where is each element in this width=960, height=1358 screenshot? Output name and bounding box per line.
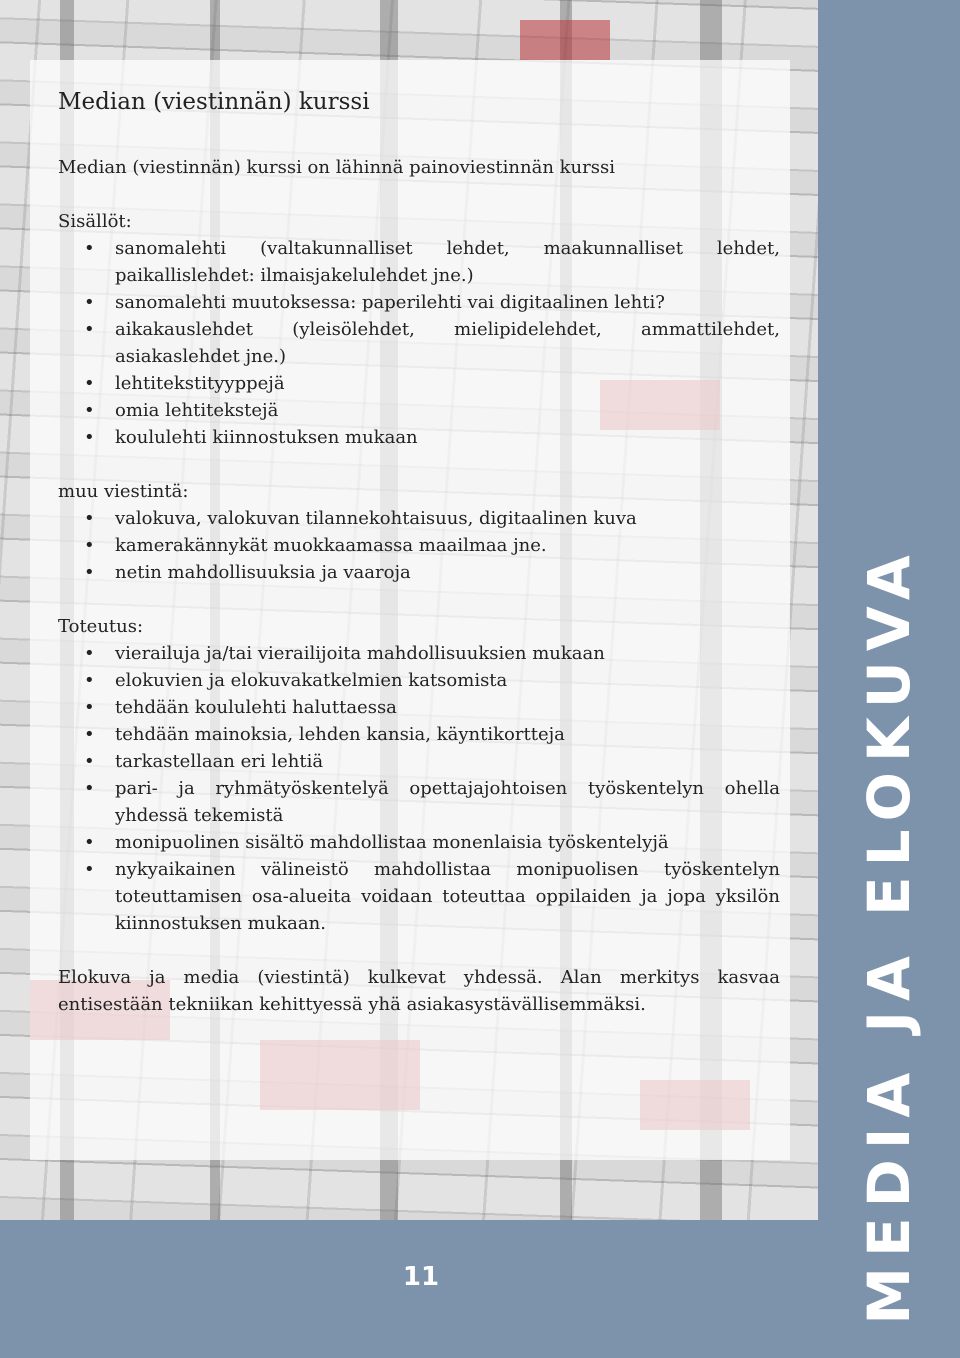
list-item: • sanomalehti muutoksessa: paperilehti vai digitaalinen lehti?	[58, 289, 780, 316]
list-item: • valokuva, valokuvan tilannekohtaisuus, digitaalinen kuva	[58, 505, 780, 532]
list-item: • pari- ja ryhmätyöskentelyä opettajajohtoisen työskentelyn ohella yhdessä tekemistä	[58, 775, 780, 829]
list-item: • tarkastellaan eri lehtiä	[58, 748, 780, 775]
list-item: • elokuvien ja elokuvakatkelmien katsomista	[58, 667, 780, 694]
closing-paragraph: Elokuva ja media (viestintä) kulkevat yhdessä. Alan merkitys kasvaa entisestään tekniikan kehittyessä yhä asiakasystävällisemmäksi.	[58, 967, 780, 1015]
list-item: • aikakauslehdet (yleisölehdet, mielipidelehdet, ammattilehdet, asiakaslehdet jne.)	[58, 316, 780, 370]
section-heading-other-media: muu viestintä:	[58, 481, 189, 502]
list-item: • lehtitekstityyppejä	[58, 370, 780, 397]
list-item: • vierailuja ja/tai vierailijoita mahdollisuuksien mukaan	[58, 640, 780, 667]
intro-text: Median (viestinnän) kurssi on lähinnä painoviestinnän kurssi	[58, 157, 615, 178]
list-item: • monipuolinen sisältö mahdollistaa monenlaisia työskentelyjä	[58, 829, 780, 856]
section-heading-implementation: Toteutus:	[58, 616, 144, 637]
page-number: 11	[402, 1262, 440, 1292]
list-item: • kamerakännykät muokkaamassa maailmaa jne.	[58, 532, 780, 559]
contents-list	[58, 235, 780, 451]
list-item: • koululehti kiinnostuksen mukaan	[58, 424, 780, 451]
list-item: • tehdään koululehti haluttaessa	[58, 694, 780, 721]
list-item: • netin mahdollisuuksia ja vaaroja	[58, 559, 780, 586]
section-heading-contents: Sisällöt:	[58, 211, 132, 232]
list-item: • omia lehtitekstejä	[58, 397, 780, 424]
list-item: • sanomalehti (valtakunnalliset lehdet, maakunnalliset lehdet, paikallislehdet: ilmaisjakelulehdet jne.)	[58, 235, 780, 289]
list-item: • tehdään mainoksia, lehden kansia, käyntikortteja	[58, 721, 780, 748]
main-content	[58, 86, 780, 1018]
list-item: • nykyaikainen välineistö mahdollistaa monipuolisen työskentelyn toteuttamisen osa-alueita voidaan toteuttaa oppilaiden ja jopa yksilön kiinnostuksen mukaan.	[58, 856, 780, 937]
implementation-list	[58, 640, 780, 937]
page-title: Median (viestinnän) kurssi	[58, 89, 370, 115]
other-media-list	[58, 505, 780, 586]
